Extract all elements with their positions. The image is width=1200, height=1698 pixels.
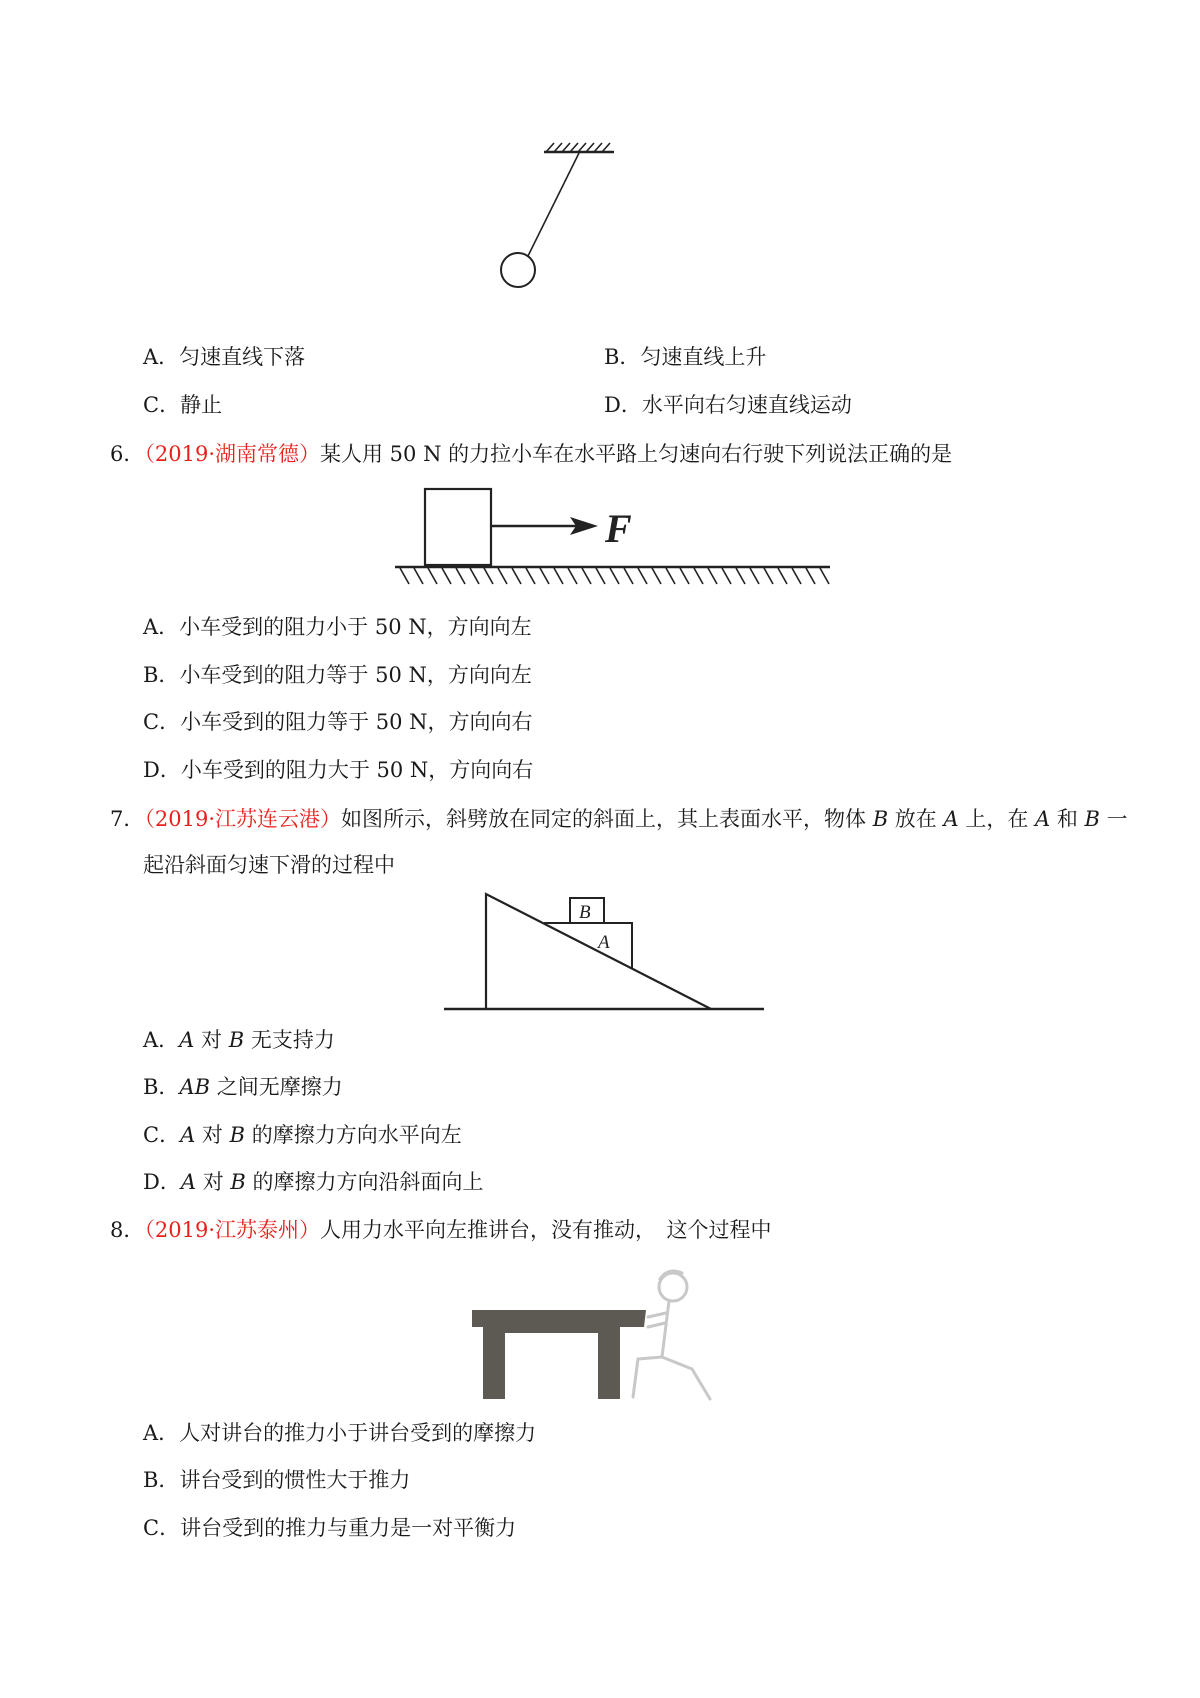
pendulum-string	[527, 153, 579, 258]
q5-option-d[interactable]: D．水平向右匀速直线运动	[604, 393, 852, 417]
person-figure	[633, 1271, 710, 1399]
q7-option-d[interactable]: D．A 对 B 的摩擦力方向沿斜面向上	[143, 1170, 484, 1194]
podium-top	[472, 1310, 646, 1327]
incline-figure	[440, 888, 770, 1018]
block-b-label: B	[579, 902, 591, 923]
q5-option-b[interactable]: B．匀速直线上升	[604, 345, 767, 369]
cart-block	[425, 489, 491, 565]
q7-stem-line2: 起沿斜面匀速下滑的过程中	[143, 853, 395, 877]
q8-option-b[interactable]: B．讲台受到的惯性大于推力	[143, 1468, 411, 1492]
q6-stem: 6．（2019·湖南常德）某人用 50 N 的力拉小车在水平路上匀速向右行驶下列说法正确的是	[110, 442, 953, 466]
q8-source: （2019·江苏泰州）	[144, 1218, 320, 1242]
q8-option-c[interactable]: C．讲台受到的推力与重力是一对平衡力	[143, 1516, 517, 1540]
force-label: F	[605, 506, 632, 551]
q7-stem: 7．（2019·江苏连云港）如图所示，斜劈放在同定的斜面上，其上表面水平，物体 B 放在 A 上，在 A 和 B 一	[110, 807, 1128, 831]
podium-leg-left	[483, 1325, 505, 1399]
podium-figure	[470, 1265, 750, 1410]
q7-option-c[interactable]: C．A 对 B 的摩擦力方向水平向左	[143, 1123, 462, 1147]
q7-option-b[interactable]: B．AB 之间无摩擦力	[143, 1075, 343, 1099]
q6-option-c[interactable]: C．小车受到的阻力等于 50 N，方向向右	[143, 710, 533, 734]
q6-option-b[interactable]: B．小车受到的阻力等于 50 N，方向向左	[143, 663, 532, 687]
pendulum-figure	[530, 140, 630, 300]
q5-option-a[interactable]: A．匀速直线下落	[143, 345, 306, 369]
q7-option-a[interactable]: A．A 对 B 无支持力	[143, 1028, 335, 1052]
block-a-label: A	[598, 932, 610, 953]
pendulum-ball	[501, 253, 535, 287]
q5-option-c[interactable]: C．静止	[143, 393, 223, 417]
q8-stem: 8．（2019·江苏泰州）人用力水平向左推讲台，没有推动， 这个过程中	[110, 1218, 772, 1242]
q8-option-a[interactable]: A．人对讲台的推力小于讲台受到的摩擦力	[143, 1421, 537, 1445]
q6-option-a[interactable]: A．小车受到的阻力小于 50 N，方向向左	[143, 615, 532, 639]
cart-force-figure	[390, 484, 840, 594]
q6-source: （2019·湖南常德）	[144, 442, 320, 466]
q6-option-d[interactable]: D．小车受到的阻力大于 50 N，方向向右	[143, 758, 534, 782]
podium-leg-right	[598, 1325, 620, 1399]
q7-source: （2019·江苏连云港）	[144, 807, 341, 831]
